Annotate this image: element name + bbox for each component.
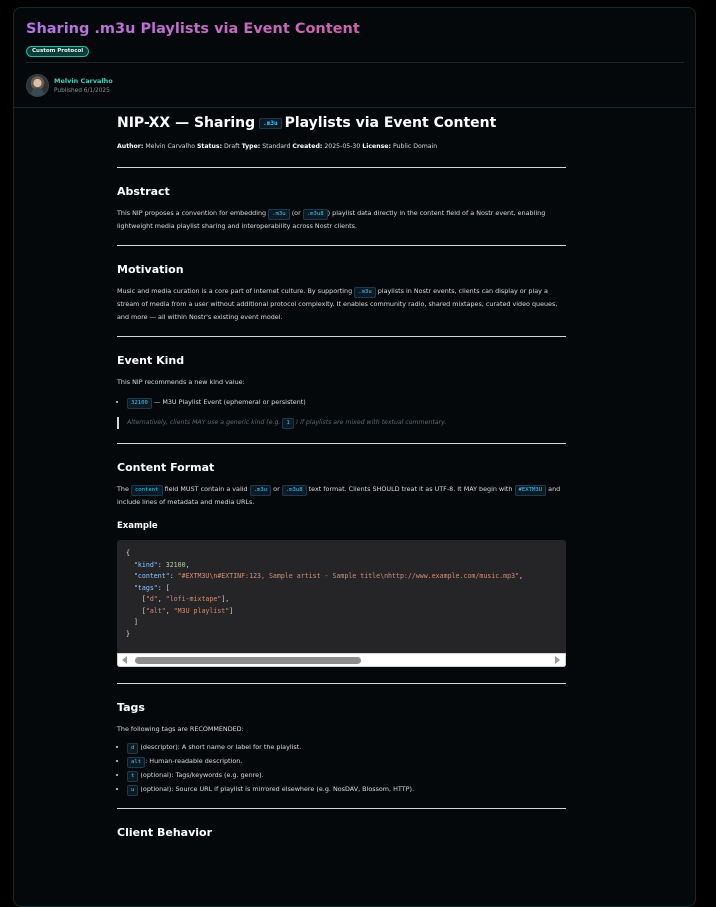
code-string: "lofi-mixtape" [165, 595, 222, 603]
inline-code: t [127, 771, 138, 782]
list-item [127, 782, 566, 796]
inline-code: .m3u8 [282, 485, 307, 496]
code-key: "tags" [133, 583, 158, 592]
inline-code: .m3u8 [303, 209, 328, 220]
meta-license-label: License: [362, 143, 391, 150]
event-kind-intro: This NIP recommends a new kind value: [117, 378, 245, 386]
inline-code: .m3u [354, 287, 375, 298]
event-kind-heading: Event Kind [117, 354, 185, 367]
cf-text-3: or [273, 485, 280, 493]
inline-code: 1 [282, 418, 293, 429]
list-item [127, 754, 566, 768]
list-item [127, 740, 566, 754]
motivation-heading: Motivation [117, 263, 184, 276]
list-item [127, 768, 566, 782]
article-header [14, 8, 695, 107]
abstract-text-3: ) playlist data directly in the content field of a Nostr event, enabling lightweight media playlist sharing and interoperability across Nostr clients. [117, 209, 546, 230]
inline-code: 32100 [127, 398, 152, 409]
example-heading: Example [117, 521, 158, 531]
doc-heading-post: Playlists via Event Content [284, 115, 497, 131]
quote-text-1: Alternatively, clients MAY use a generic kind (e.g. [127, 419, 281, 426]
cf-text-1: The [117, 485, 129, 493]
meta-license: Public Domain [392, 143, 438, 150]
category-badge[interactable]: Custom Protocol [26, 46, 89, 57]
tags-list [117, 740, 566, 796]
doc-heading [117, 115, 566, 131]
abstract-text-1: This NIP proposes a convention for embedding [117, 209, 267, 217]
list-item-text: : Human-readable description. [145, 757, 243, 765]
article-body [117, 115, 566, 848]
meta-created: 2025-05-30 [324, 143, 361, 150]
scroll-thumb[interactable] [135, 657, 361, 664]
scroll-left-arrow-icon[interactable] [122, 656, 127, 664]
header-separator [14, 107, 695, 108]
doc-heading-code: .m3u [259, 118, 281, 129]
code-key: "kind" [133, 560, 158, 569]
tags-intro: The following tags are RECOMMENDED: [117, 725, 244, 733]
list-item-text: (optional): Source URL if playlist is mirrored elsewhere (e.g. NosDAV, Blossom, HTTP). [140, 785, 414, 793]
meta-author: Melvin Carvalho [145, 143, 195, 150]
meta-status-label: Status: [196, 143, 223, 150]
motivation-text-1: Music and media curation is a core part of internet culture. By supporting [117, 287, 353, 295]
section-divider [117, 245, 566, 246]
inline-code: #EXTM3U [515, 485, 547, 496]
abstract-heading: Abstract [117, 185, 170, 198]
inline-code: d [127, 743, 138, 754]
section-divider [117, 808, 566, 809]
scroll-right-arrow-icon[interactable] [555, 656, 560, 664]
doc-meta [117, 143, 566, 150]
code-number: 32100 [165, 560, 186, 569]
avatar[interactable] [26, 74, 49, 97]
list-item-text: (optional): Tags/keywords (e.g. genre). [140, 771, 264, 779]
cf-text-4: text format. Clients SHOULD treat it as UTF-8. It MAY begin with [308, 485, 513, 493]
blockquote [117, 417, 566, 429]
tags-heading: Tags [117, 701, 145, 714]
section-divider [117, 683, 566, 684]
code-bracket: ] [133, 618, 138, 626]
inline-code: content [131, 485, 163, 496]
inline-code: u [127, 785, 138, 796]
code-block[interactable]: { "kind": 32100, "content": "#EXTM3U\n#EXTINF:123, Sample artist - Sample title\nhttp://www.example.com/music.mp3", "tags": [ ["d", "lofi-mixtape"], ["alt", "M3U playlist"] ] } [117, 540, 566, 667]
horizontal-scrollbar[interactable] [117, 653, 566, 667]
inline-code: .m3u [250, 485, 271, 496]
content-format-heading: Content Format [117, 461, 215, 474]
code-brace: { [126, 549, 130, 557]
motivation-text-2: playlists in Nostr events, clients can display or play a stream of media from a user without additional protocol complexity. It enables community radio, shared mixtapes, curated video queues, and more — all within Nostr's existing event model. [117, 287, 558, 321]
list-item [127, 395, 566, 409]
meta-status: Draft [224, 143, 240, 150]
code-string: "#EXTM3U\n#EXTINF:123, Sample artist - Sample title\nhttp://www.example.com/music.mp3" [177, 572, 520, 580]
meta-created-label: Created: [292, 143, 323, 150]
meta-author-label: Author: [117, 143, 144, 150]
section-divider [117, 336, 566, 337]
author-row [26, 63, 683, 107]
list-item-text: — M3U Playlist Event (ephemeral or persistent) [153, 398, 306, 406]
meta-type: Standard [262, 143, 291, 150]
section-divider [117, 167, 566, 168]
abstract-text-2: (or [291, 209, 301, 217]
author-name[interactable]: Melvin Carvalho [54, 76, 113, 85]
cf-text-2: field MUST contain a valid [164, 485, 248, 493]
quote-text-2: ) if playlists are mixed with textual commentary. [295, 419, 447, 426]
cf-text-5: and include lines of metadata and media URLs. [117, 485, 561, 506]
list-item-text: (descriptor): A short name or label for the playlist. [140, 743, 302, 751]
content-format-text [117, 483, 566, 509]
section-divider [117, 443, 566, 444]
motivation-text [117, 285, 566, 324]
code-key: "content" [133, 572, 170, 580]
abstract-text [117, 207, 566, 233]
code-brace: } [126, 629, 130, 638]
doc-heading-pre: NIP-XX — Sharing [117, 115, 256, 131]
event-kind-list [117, 395, 566, 409]
code-string: "d" [145, 595, 158, 603]
inline-code: alt [127, 757, 145, 768]
article-title: Sharing .m3u Playlists via Event Content [26, 21, 683, 37]
code-string: "M3U playlist" [173, 606, 230, 615]
client-behavior-heading: Client Behavior [117, 826, 213, 839]
meta-type-label: Type: [241, 143, 261, 150]
published-date: Published 6/1/2025 [54, 87, 110, 94]
inline-code: .m3u [268, 209, 289, 220]
code-string: "alt" [145, 606, 166, 615]
